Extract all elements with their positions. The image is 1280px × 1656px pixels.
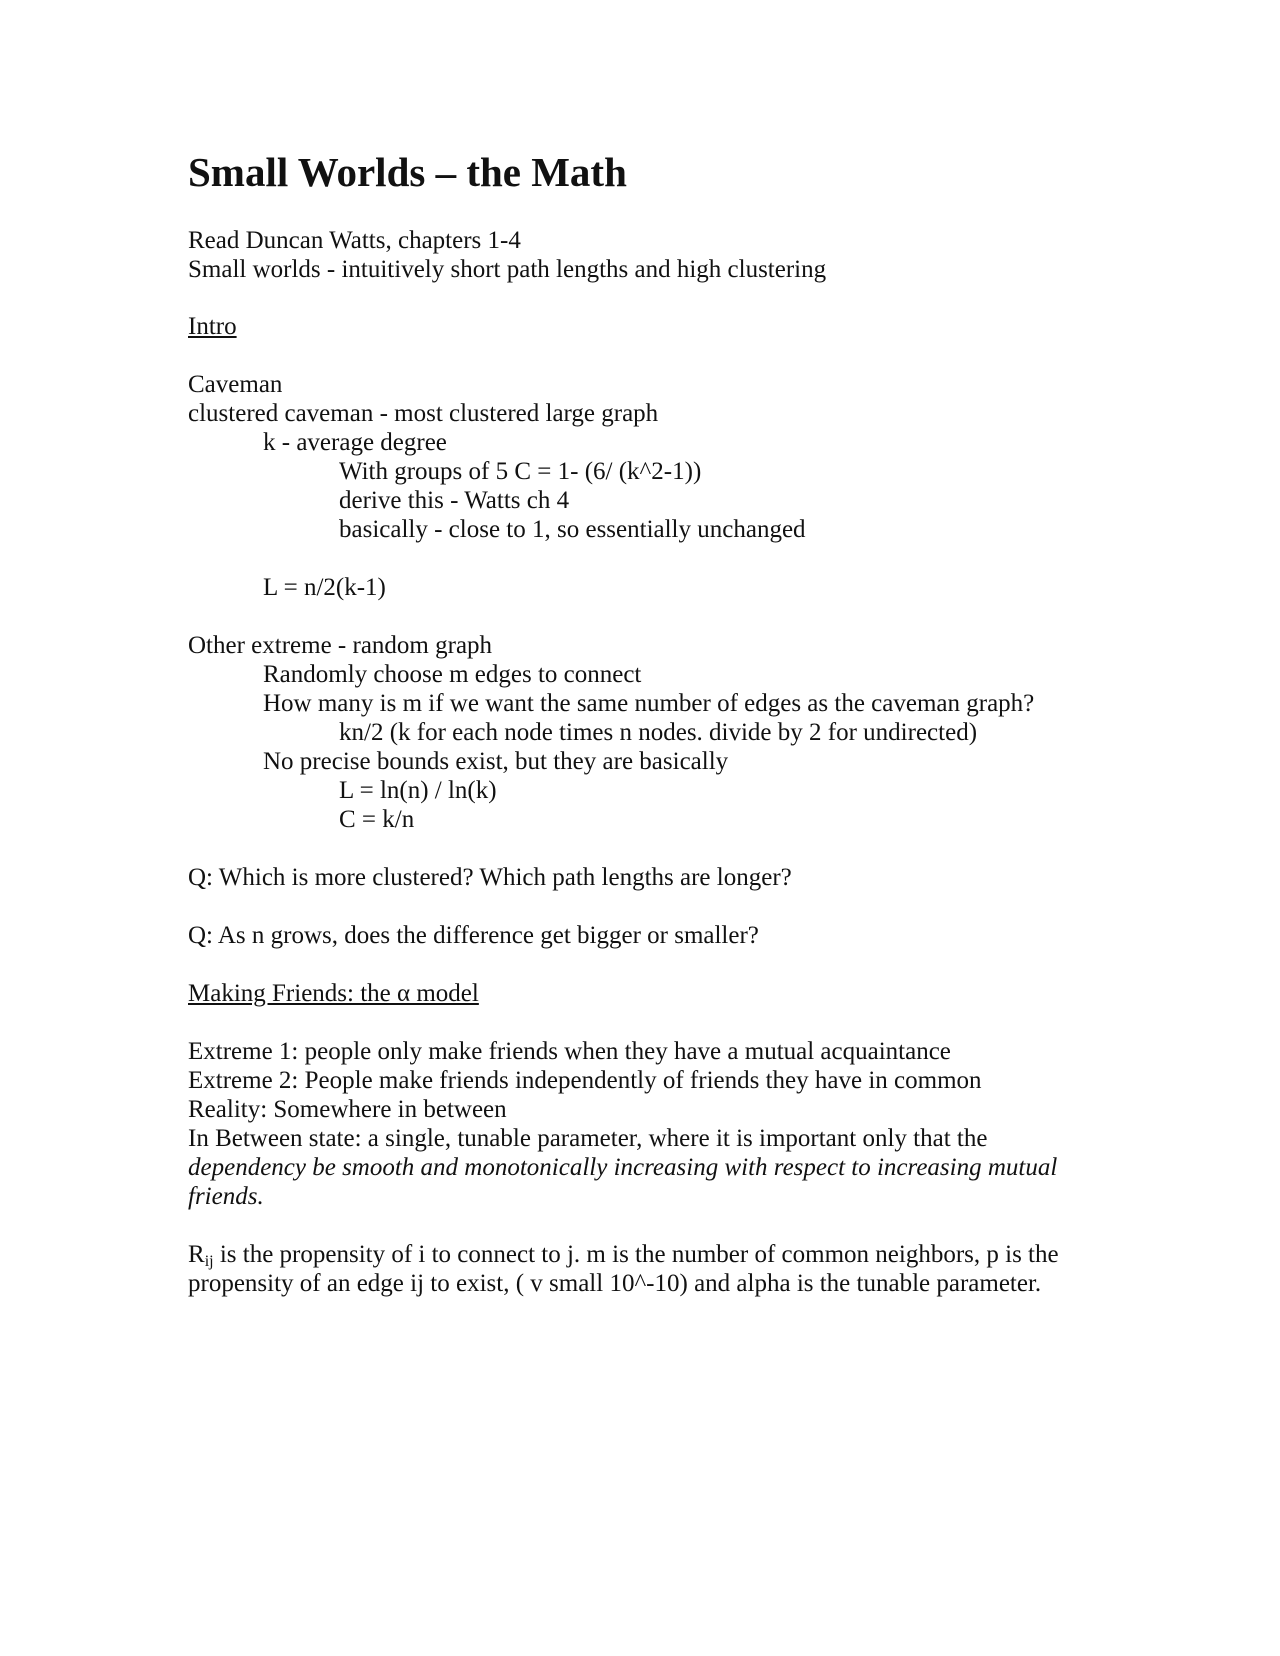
clustered-caveman-line: clustered caveman - most clustered large graph [188,400,659,427]
caveman-label: Caveman [188,371,283,398]
r-subscript: ij [204,1253,214,1270]
italic-dependency-line: dependency be smooth and monotonically increasing with respect to increasing mutual [188,1154,1058,1181]
extreme-1-line: Extreme 1: people only make friends when they have a mutual acquaintance [188,1038,951,1065]
reading-assignment: Read Duncan Watts, chapters 1-4 [188,227,521,254]
random-choose-line: Randomly choose m edges to connect [263,661,642,688]
random-clustering-formula: C = k/n [339,806,415,833]
derive-note: derive this - Watts ch 4 [339,487,570,514]
italic-friends-line: friends. [188,1183,264,1210]
kn2-explanation: kn/2 (k for each node times n nodes. divide by 2 for undirected) [339,719,978,746]
question-2: Q: As n grows, does the difference get bigger or smaller? [188,922,759,949]
making-friends-heading: Making Friends: the α model [188,980,479,1007]
random-path-length-formula: L = ln(n) / ln(k) [339,777,497,804]
propensity-line [188,1240,1059,1269]
propensity-line-2: propensity of an edge ij to exist, ( v small 10^-10) and alpha is the tunable parameter. [188,1270,1042,1297]
reality-line: Reality: Somewhere in between [188,1096,507,1123]
extreme-2-line: Extreme 2: People make friends independently of friends they have in common [188,1067,982,1094]
how-many-edges-line: How many is m if we want the same number of edges as the caveman graph? [263,690,1035,717]
in-between-line: In Between state: a single, tunable parameter, where it is important only that the [188,1125,988,1152]
no-bounds-line: No precise bounds exist, but they are basically [263,748,729,775]
caveman-clustering-formula: With groups of 5 C = 1- (6/ (k^2-1)) [339,458,702,485]
page-title: Small Worlds – the Math [188,149,627,195]
intro-heading: Intro [188,313,237,340]
basically-note: basically - close to 1, so essentially unchanged [339,516,806,543]
caveman-path-length-formula: L = n/2(k-1) [263,574,386,601]
k-definition: k - average degree [263,429,447,456]
question-1: Q: Which is more clustered? Which path lengths are longer? [188,864,792,891]
random-graph-line: Other extreme - random graph [188,632,493,659]
r-symbol: R [188,1241,205,1268]
small-worlds-definition: Small worlds - intuitively short path lengths and high clustering [188,256,827,283]
propensity-text: is the propensity of i to connect to j. m is the number of common neighbors, p is the [213,1241,1059,1268]
